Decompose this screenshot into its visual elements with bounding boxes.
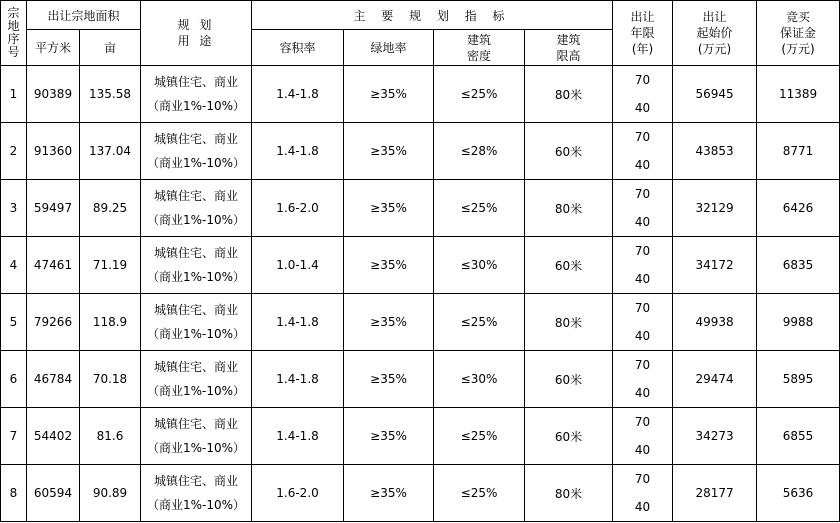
start-price-cell: 34172 <box>673 237 757 294</box>
table-row <box>1 237 840 294</box>
table-row <box>1 294 840 351</box>
planned-use-cell: 城镇住宅、商业 （商业1%-10%） <box>141 465 252 522</box>
header-height-limit: 建筑 限高 <box>525 30 613 66</box>
density-cell: ≤25% <box>434 180 525 237</box>
table-row <box>1 123 840 180</box>
density-cell: ≤30% <box>434 237 525 294</box>
density-cell: ≤25% <box>434 66 525 123</box>
far-cell: 1.6-2.0 <box>252 180 344 237</box>
area-mu-cell: 81.6 <box>80 408 141 465</box>
term-cell: 70 40 <box>613 66 673 123</box>
far-cell: 1.4-1.8 <box>252 408 344 465</box>
plot-number-cell: 7 <box>1 408 27 465</box>
plot-number-cell: 6 <box>1 351 27 408</box>
green-rate-cell: ≥35% <box>344 465 434 522</box>
density-cell: ≤30% <box>434 351 525 408</box>
green-rate-cell: ≥35% <box>344 351 434 408</box>
area-sqm-cell: 60594 <box>27 465 80 522</box>
deposit-cell: 6835 <box>757 237 840 294</box>
far-cell: 1.4-1.8 <box>252 66 344 123</box>
header-density: 建筑 密度 <box>434 30 525 66</box>
area-sqm-cell: 47461 <box>27 237 80 294</box>
plot-number-cell: 5 <box>1 294 27 351</box>
area-sqm-cell: 91360 <box>27 123 80 180</box>
green-rate-cell: ≥35% <box>344 66 434 123</box>
height-limit-cell: 60米 <box>525 408 613 465</box>
green-rate-cell: ≥35% <box>344 294 434 351</box>
start-price-cell: 43853 <box>673 123 757 180</box>
area-mu-cell: 71.19 <box>80 237 141 294</box>
header-indicators-group: 主 要 规 划 指 标 <box>252 1 613 30</box>
start-price-cell: 34273 <box>673 408 757 465</box>
area-mu-cell: 118.9 <box>80 294 141 351</box>
deposit-cell: 9988 <box>757 294 840 351</box>
area-mu-cell: 90.89 <box>80 465 141 522</box>
start-price-cell: 29474 <box>673 351 757 408</box>
table-row <box>1 408 840 465</box>
density-cell: ≤25% <box>434 294 525 351</box>
planned-use-cell: 城镇住宅、商业 （商业1%-10%） <box>141 351 252 408</box>
header-green-rate: 绿地率 <box>344 30 434 66</box>
height-limit-cell: 60米 <box>525 351 613 408</box>
term-cell: 70 40 <box>613 294 673 351</box>
area-sqm-cell: 54402 <box>27 408 80 465</box>
density-cell: ≤25% <box>434 408 525 465</box>
far-cell: 1.4-1.8 <box>252 351 344 408</box>
height-limit-cell: 80米 <box>525 180 613 237</box>
planned-use-cell: 城镇住宅、商业 （商业1%-10%） <box>141 408 252 465</box>
term-cell: 70 40 <box>613 465 673 522</box>
planned-use-cell: 城镇住宅、商业 （商业1%-10%） <box>141 294 252 351</box>
planned-use-cell: 城镇住宅、商业 （商业1%-10%） <box>141 123 252 180</box>
term-cell: 70 40 <box>613 408 673 465</box>
start-price-cell: 49938 <box>673 294 757 351</box>
header-area-mu: 亩 <box>80 30 141 66</box>
table-row <box>1 465 840 522</box>
header-deposit: 竞买 保证金 (万元) <box>757 1 840 66</box>
area-sqm-cell: 90389 <box>27 66 80 123</box>
plot-number-cell: 1 <box>1 66 27 123</box>
planned-use-cell: 城镇住宅、商业 （商业1%-10%） <box>141 66 252 123</box>
planned-use-cell: 城镇住宅、商业 （商业1%-10%） <box>141 180 252 237</box>
plot-number-cell: 8 <box>1 465 27 522</box>
deposit-cell: 6855 <box>757 408 840 465</box>
area-sqm-cell: 46784 <box>27 351 80 408</box>
deposit-cell: 8771 <box>757 123 840 180</box>
header-planned-use: 规 划 用 途 <box>141 1 252 66</box>
header-far: 容积率 <box>252 30 344 66</box>
far-cell: 1.0-1.4 <box>252 237 344 294</box>
header-term: 出让 年限 (年) <box>613 1 673 66</box>
deposit-cell: 5895 <box>757 351 840 408</box>
density-cell: ≤25% <box>434 465 525 522</box>
height-limit-cell: 80米 <box>525 66 613 123</box>
term-cell: 70 40 <box>613 180 673 237</box>
term-cell: 70 40 <box>613 237 673 294</box>
height-limit-cell: 60米 <box>525 237 613 294</box>
area-sqm-cell: 79266 <box>27 294 80 351</box>
plot-number-cell: 2 <box>1 123 27 180</box>
table-row <box>1 180 840 237</box>
table-row <box>1 351 840 408</box>
start-price-cell: 56945 <box>673 66 757 123</box>
table-body <box>1 66 840 522</box>
area-mu-cell: 135.58 <box>80 66 141 123</box>
term-cell: 70 40 <box>613 123 673 180</box>
header-row-top <box>1 1 840 30</box>
deposit-cell: 5636 <box>757 465 840 522</box>
deposit-cell: 6426 <box>757 180 840 237</box>
green-rate-cell: ≥35% <box>344 237 434 294</box>
start-price-cell: 28177 <box>673 465 757 522</box>
plot-number-cell: 3 <box>1 180 27 237</box>
far-cell: 1.6-2.0 <box>252 465 344 522</box>
far-cell: 1.4-1.8 <box>252 123 344 180</box>
term-cell: 70 40 <box>613 351 673 408</box>
start-price-cell: 32129 <box>673 180 757 237</box>
density-cell: ≤28% <box>434 123 525 180</box>
header-start-price: 出让 起始价 (万元) <box>673 1 757 66</box>
header-area-sqm: 平方米 <box>27 30 80 66</box>
table-row <box>1 66 840 123</box>
area-mu-cell: 70.18 <box>80 351 141 408</box>
planned-use-cell: 城镇住宅、商业 （商业1%-10%） <box>141 237 252 294</box>
height-limit-cell: 80米 <box>525 294 613 351</box>
header-plot-no: 宗 地 序 号 <box>1 1 27 66</box>
height-limit-cell: 80米 <box>525 465 613 522</box>
area-sqm-cell: 59497 <box>27 180 80 237</box>
header-area-group: 出让宗地面积 <box>27 1 141 30</box>
area-mu-cell: 89.25 <box>80 180 141 237</box>
area-mu-cell: 137.04 <box>80 123 141 180</box>
far-cell: 1.4-1.8 <box>252 294 344 351</box>
green-rate-cell: ≥35% <box>344 180 434 237</box>
green-rate-cell: ≥35% <box>344 408 434 465</box>
height-limit-cell: 60米 <box>525 123 613 180</box>
green-rate-cell: ≥35% <box>344 123 434 180</box>
deposit-cell: 11389 <box>757 66 840 123</box>
plot-number-cell: 4 <box>1 237 27 294</box>
